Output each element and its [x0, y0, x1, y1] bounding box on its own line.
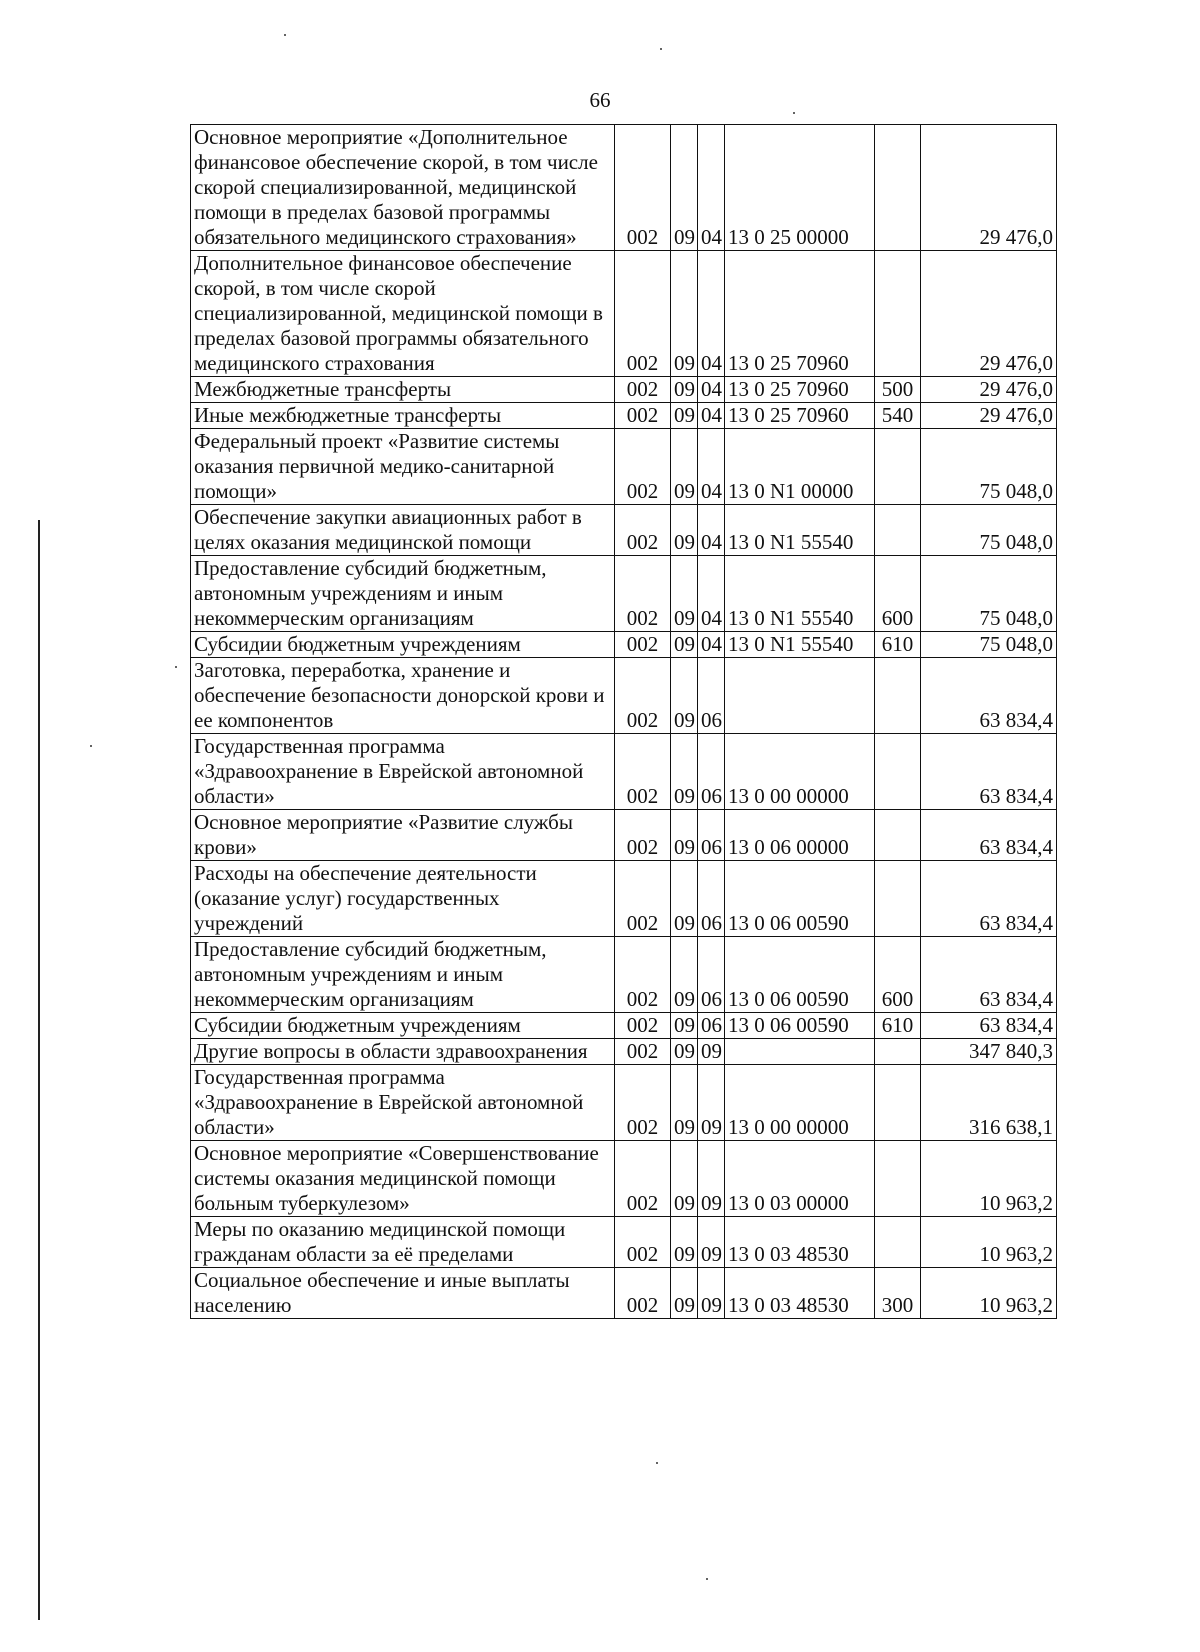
row-subsection-code: 09	[698, 1141, 725, 1217]
row-target-article: 13 0 06 00590	[725, 861, 875, 937]
scan-speck	[706, 1578, 708, 1580]
row-expense-type	[875, 658, 921, 734]
row-name: Межбюджетные трансферты	[191, 377, 615, 403]
row-expense-type	[875, 861, 921, 937]
table-row	[191, 429, 1057, 505]
row-expense-type	[875, 1039, 921, 1065]
table-row	[191, 937, 1057, 1013]
budget-table	[190, 124, 1057, 1319]
row-ministry-code: 002	[615, 251, 671, 377]
row-ministry-code: 002	[615, 810, 671, 861]
row-name: Иные межбюджетные трансферты	[191, 403, 615, 429]
row-target-article: 13 0 N1 55540	[725, 632, 875, 658]
row-target-article: 13 0 06 00590	[725, 937, 875, 1013]
row-name: Заготовка, переработка, хранение и обеспечение безопасности донорской крови и ее компонентов	[191, 658, 615, 734]
row-amount: 75 048,0	[921, 505, 1057, 556]
row-section-code: 09	[671, 505, 698, 556]
row-name: Обеспечение закупки авиационных работ в целях оказания медицинской помощи	[191, 505, 615, 556]
row-target-article: 13 0 03 00000	[725, 1141, 875, 1217]
row-name: Предоставление субсидий бюджетным, автономным учреждениям и иным некоммерческим организациям	[191, 937, 615, 1013]
scan-speck	[660, 48, 662, 50]
row-section-code: 09	[671, 403, 698, 429]
row-target-article: 13 0 03 48530	[725, 1268, 875, 1319]
row-target-article: 13 0 06 00000	[725, 810, 875, 861]
row-expense-type	[875, 734, 921, 810]
row-ministry-code: 002	[615, 658, 671, 734]
row-section-code: 09	[671, 1268, 698, 1319]
table-row	[191, 632, 1057, 658]
row-expense-type: 600	[875, 937, 921, 1013]
row-name: Расходы на обеспечение деятельности (оказание услуг) государственных учреждений	[191, 861, 615, 937]
row-amount: 75 048,0	[921, 556, 1057, 632]
table-row	[191, 658, 1057, 734]
row-amount: 10 963,2	[921, 1141, 1057, 1217]
row-target-article: 13 0 25 70960	[725, 251, 875, 377]
row-amount: 10 963,2	[921, 1217, 1057, 1268]
table-row	[191, 125, 1057, 251]
row-amount: 63 834,4	[921, 937, 1057, 1013]
row-name: Основное мероприятие «Развитие службы крови»	[191, 810, 615, 861]
row-target-article: 13 0 03 48530	[725, 1217, 875, 1268]
row-ministry-code: 002	[615, 734, 671, 810]
row-subsection-code: 04	[698, 125, 725, 251]
row-ministry-code: 002	[615, 1013, 671, 1039]
row-ministry-code: 002	[615, 1268, 671, 1319]
row-expense-type	[875, 125, 921, 251]
row-section-code: 09	[671, 658, 698, 734]
row-subsection-code: 06	[698, 861, 725, 937]
row-section-code: 09	[671, 429, 698, 505]
row-target-article: 13 0 25 70960	[725, 377, 875, 403]
row-ministry-code: 002	[615, 1065, 671, 1141]
row-ministry-code: 002	[615, 937, 671, 1013]
row-expense-type	[875, 251, 921, 377]
row-ministry-code: 002	[615, 429, 671, 505]
scan-margin-line	[38, 520, 40, 1620]
row-subsection-code: 09	[698, 1039, 725, 1065]
row-ministry-code: 002	[615, 1039, 671, 1065]
row-section-code: 09	[671, 1039, 698, 1065]
row-section-code: 09	[671, 377, 698, 403]
row-amount: 316 638,1	[921, 1065, 1057, 1141]
row-subsection-code: 04	[698, 505, 725, 556]
row-subsection-code: 04	[698, 403, 725, 429]
row-name: Основное мероприятие «Дополнительное финансовое обеспечение скорой, в том числе скорой специализированной, медицинской помощи в пределах базовой программы обязательного медицинского страхования»	[191, 125, 615, 251]
table-row	[191, 403, 1057, 429]
table-row	[191, 734, 1057, 810]
row-expense-type	[875, 1141, 921, 1217]
scan-speck	[284, 34, 286, 36]
row-section-code: 09	[671, 734, 698, 810]
row-subsection-code: 09	[698, 1065, 725, 1141]
table-row	[191, 810, 1057, 861]
row-expense-type: 540	[875, 403, 921, 429]
table-row	[191, 251, 1057, 377]
table-row	[191, 861, 1057, 937]
row-subsection-code: 04	[698, 429, 725, 505]
row-amount: 63 834,4	[921, 810, 1057, 861]
row-section-code: 09	[671, 251, 698, 377]
row-amount: 29 476,0	[921, 377, 1057, 403]
row-name: Меры по оказанию медицинской помощи гражданам области за её пределами	[191, 1217, 615, 1268]
row-target-article: 13 0 06 00590	[725, 1013, 875, 1039]
row-name: Субсидии бюджетным учреждениям	[191, 632, 615, 658]
row-target-article: 13 0 25 00000	[725, 125, 875, 251]
row-amount: 10 963,2	[921, 1268, 1057, 1319]
row-subsection-code: 04	[698, 377, 725, 403]
row-ministry-code: 002	[615, 505, 671, 556]
row-target-article	[725, 658, 875, 734]
row-subsection-code: 09	[698, 1268, 725, 1319]
row-name: Дополнительное финансовое обеспечение скорой, в том числе скорой специализированной, медицинской помощи в пределах базовой программы обязательного медицинского страхования	[191, 251, 615, 377]
row-ministry-code: 002	[615, 861, 671, 937]
scan-speck	[90, 745, 92, 747]
row-subsection-code: 06	[698, 937, 725, 1013]
table-row	[191, 377, 1057, 403]
row-subsection-code: 06	[698, 810, 725, 861]
scan-speck	[175, 666, 177, 668]
row-subsection-code: 04	[698, 632, 725, 658]
row-amount: 75 048,0	[921, 632, 1057, 658]
row-ministry-code: 002	[615, 556, 671, 632]
table-row	[191, 1217, 1057, 1268]
row-amount: 29 476,0	[921, 403, 1057, 429]
row-amount: 347 840,3	[921, 1039, 1057, 1065]
row-name: Субсидии бюджетным учреждениям	[191, 1013, 615, 1039]
row-subsection-code: 06	[698, 1013, 725, 1039]
row-ministry-code: 002	[615, 1141, 671, 1217]
row-section-code: 09	[671, 861, 698, 937]
row-expense-type	[875, 1217, 921, 1268]
row-ministry-code: 002	[615, 377, 671, 403]
table-row	[191, 556, 1057, 632]
row-section-code: 09	[671, 810, 698, 861]
row-name: Предоставление субсидий бюджетным, автономным учреждениям и иным некоммерческим организациям	[191, 556, 615, 632]
row-amount: 75 048,0	[921, 429, 1057, 505]
table-row	[191, 1065, 1057, 1141]
row-target-article: 13 0 25 70960	[725, 403, 875, 429]
row-amount: 63 834,4	[921, 1013, 1057, 1039]
row-amount: 63 834,4	[921, 658, 1057, 734]
row-ministry-code: 002	[615, 632, 671, 658]
row-section-code: 09	[671, 556, 698, 632]
row-target-article	[725, 1039, 875, 1065]
table-row	[191, 1013, 1057, 1039]
row-subsection-code: 09	[698, 1217, 725, 1268]
scan-speck	[656, 1462, 658, 1464]
row-ministry-code: 002	[615, 403, 671, 429]
row-expense-type: 500	[875, 377, 921, 403]
row-name: Основное мероприятие «Совершенствование системы оказания медицинской помощи больным туберкулезом»	[191, 1141, 615, 1217]
row-expense-type	[875, 810, 921, 861]
row-section-code: 09	[671, 1141, 698, 1217]
row-expense-type	[875, 1065, 921, 1141]
row-section-code: 09	[671, 1013, 698, 1039]
row-amount: 29 476,0	[921, 251, 1057, 377]
row-expense-type: 610	[875, 1013, 921, 1039]
row-section-code: 09	[671, 1065, 698, 1141]
row-expense-type: 300	[875, 1268, 921, 1319]
row-section-code: 09	[671, 632, 698, 658]
row-amount: 29 476,0	[921, 125, 1057, 251]
row-amount: 63 834,4	[921, 734, 1057, 810]
table-row	[191, 1039, 1057, 1065]
row-expense-type: 600	[875, 556, 921, 632]
table-row	[191, 505, 1057, 556]
row-ministry-code: 002	[615, 1217, 671, 1268]
row-name: Федеральный проект «Развитие системы оказания первичной медико-санитарной помощи»	[191, 429, 615, 505]
row-target-article: 13 0 N1 55540	[725, 505, 875, 556]
row-subsection-code: 04	[698, 251, 725, 377]
row-subsection-code: 06	[698, 658, 725, 734]
row-ministry-code: 002	[615, 125, 671, 251]
row-subsection-code: 06	[698, 734, 725, 810]
row-name: Государственная программа «Здравоохранение в Еврейской автономной области»	[191, 1065, 615, 1141]
table-row	[191, 1268, 1057, 1319]
row-section-code: 09	[671, 125, 698, 251]
row-target-article: 13 0 00 00000	[725, 1065, 875, 1141]
row-name: Государственная программа «Здравоохранение в Еврейской автономной области»	[191, 734, 615, 810]
page-number: 66	[589, 88, 611, 112]
row-target-article: 13 0 N1 55540	[725, 556, 875, 632]
row-expense-type: 610	[875, 632, 921, 658]
row-expense-type	[875, 505, 921, 556]
row-section-code: 09	[671, 937, 698, 1013]
scan-speck	[793, 112, 795, 114]
row-amount: 63 834,4	[921, 861, 1057, 937]
row-section-code: 09	[671, 1217, 698, 1268]
table-row	[191, 1141, 1057, 1217]
row-name: Другие вопросы в области здравоохранения	[191, 1039, 615, 1065]
row-subsection-code: 04	[698, 556, 725, 632]
row-target-article: 13 0 N1 00000	[725, 429, 875, 505]
row-expense-type	[875, 429, 921, 505]
row-target-article: 13 0 00 00000	[725, 734, 875, 810]
row-name: Социальное обеспечение и иные выплаты населению	[191, 1268, 615, 1319]
